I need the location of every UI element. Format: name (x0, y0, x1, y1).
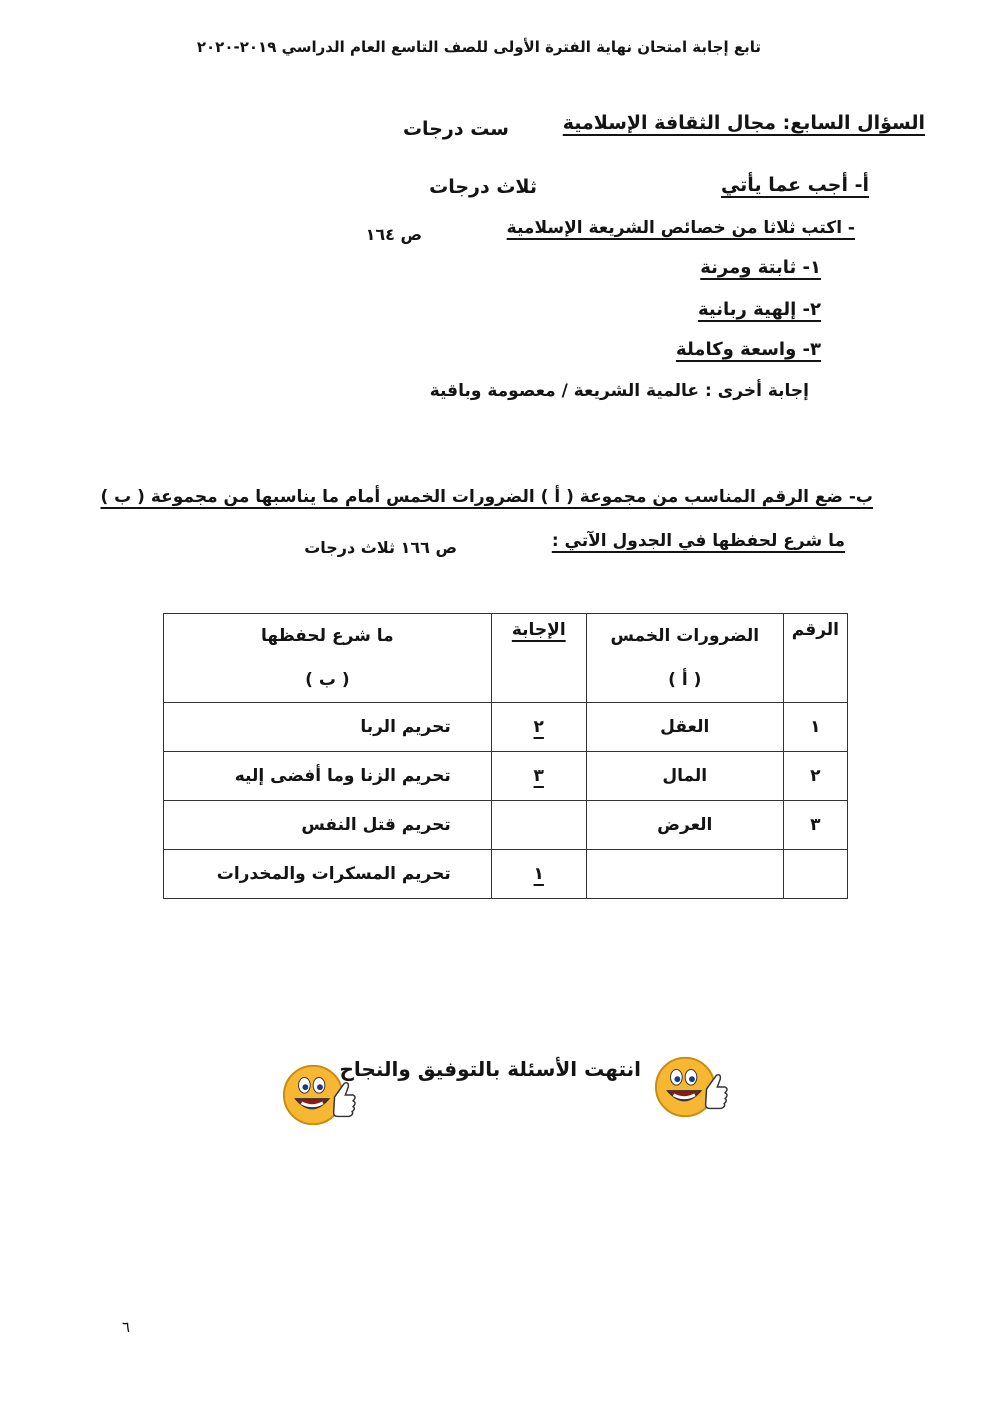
header-line: تابع إجابة امتحان نهاية الفترة الأولى للصف التاسع العام الدراسي ٢٠١٩-٢٠٢٠ (196, 38, 761, 56)
part-a-page-ref: ص ١٦٤ (365, 225, 422, 244)
part-b-page-ref: ص ١٦٦ ثلاث درجات (304, 538, 457, 557)
header-rulings-group: ( ب ) (305, 670, 350, 690)
part-a-instruction: - اكتب ثلاثا من خصائص الشريعة الإسلامية (506, 218, 855, 238)
row-ruling: تحريم الربا (164, 703, 492, 752)
row-answer (491, 801, 586, 850)
row-necessity: المال (586, 752, 783, 801)
table-row (164, 801, 848, 850)
table-header-row (164, 614, 848, 703)
row-number: ٢ (783, 752, 847, 801)
row-number: ١ (783, 703, 847, 752)
other-answer: إجابة أخرى : عالمية الشريعة / معصومة وباقية (429, 381, 809, 401)
table-row (164, 752, 848, 801)
smiley-thumbs-up-icon (280, 1058, 358, 1132)
row-necessity (586, 850, 783, 899)
row-necessity: العقل (586, 703, 783, 752)
part-a-marks: ثلاث درجات (429, 176, 537, 198)
row-number (783, 850, 847, 899)
answer-item: ٢- إلهية ربانية (698, 299, 821, 320)
row-ruling: تحريم الزنا وما أفضى إليه (164, 752, 492, 801)
row-answer (491, 752, 586, 801)
matching-table (163, 613, 848, 899)
row-necessity: العرض (586, 801, 783, 850)
header-rulings-label: ما شرع لحفظها (261, 626, 394, 646)
header-necessities (586, 614, 783, 703)
row-number: ٣ (783, 801, 847, 850)
header-number-label: الرقم (791, 620, 839, 640)
page-number: ٦ (122, 1318, 131, 1336)
part-b-instruction: ب- ضع الرقم المناسب من مجموعة ( أ ) الضرورات الخمس أمام ما يناسبها من مجموعة ( ب ) (100, 487, 873, 507)
row-answer (491, 703, 586, 752)
header-necessities-group: ( أ ) (668, 670, 702, 690)
table-row (164, 703, 848, 752)
row-answer-value: ٣ (533, 766, 544, 786)
header-necessities-label: الضرورات الخمس (610, 626, 760, 646)
row-ruling: تحريم قتل النفس (164, 801, 492, 850)
header-number (783, 614, 847, 703)
part-a-label: أ- أجب عما يأتي (720, 174, 869, 196)
header-answer (491, 614, 586, 703)
row-answer (491, 850, 586, 899)
header-rulings (164, 614, 492, 703)
answer-item: ٣- واسعة وكاملة (676, 339, 821, 360)
row-answer-value: ٢ (533, 717, 544, 737)
row-answer-value: ١ (533, 864, 544, 884)
part-b-instruction-continued: ما شرع لحفظها في الجدول الآتي : (551, 531, 845, 551)
table-row (164, 850, 848, 899)
header-answer-label: الإجابة (511, 620, 566, 640)
smiley-thumbs-up-icon (652, 1050, 730, 1124)
question-marks: ست درجات (402, 118, 509, 140)
answer-item: ١- ثابتة ومرنة (700, 257, 821, 278)
row-ruling: تحريم المسكرات والمخدرات (164, 850, 492, 899)
question-title: السؤال السابع: مجال الثقافة الإسلامية (562, 112, 925, 134)
closing-message: انتهت الأسئلة بالتوفيق والنجاح (339, 1057, 641, 1081)
